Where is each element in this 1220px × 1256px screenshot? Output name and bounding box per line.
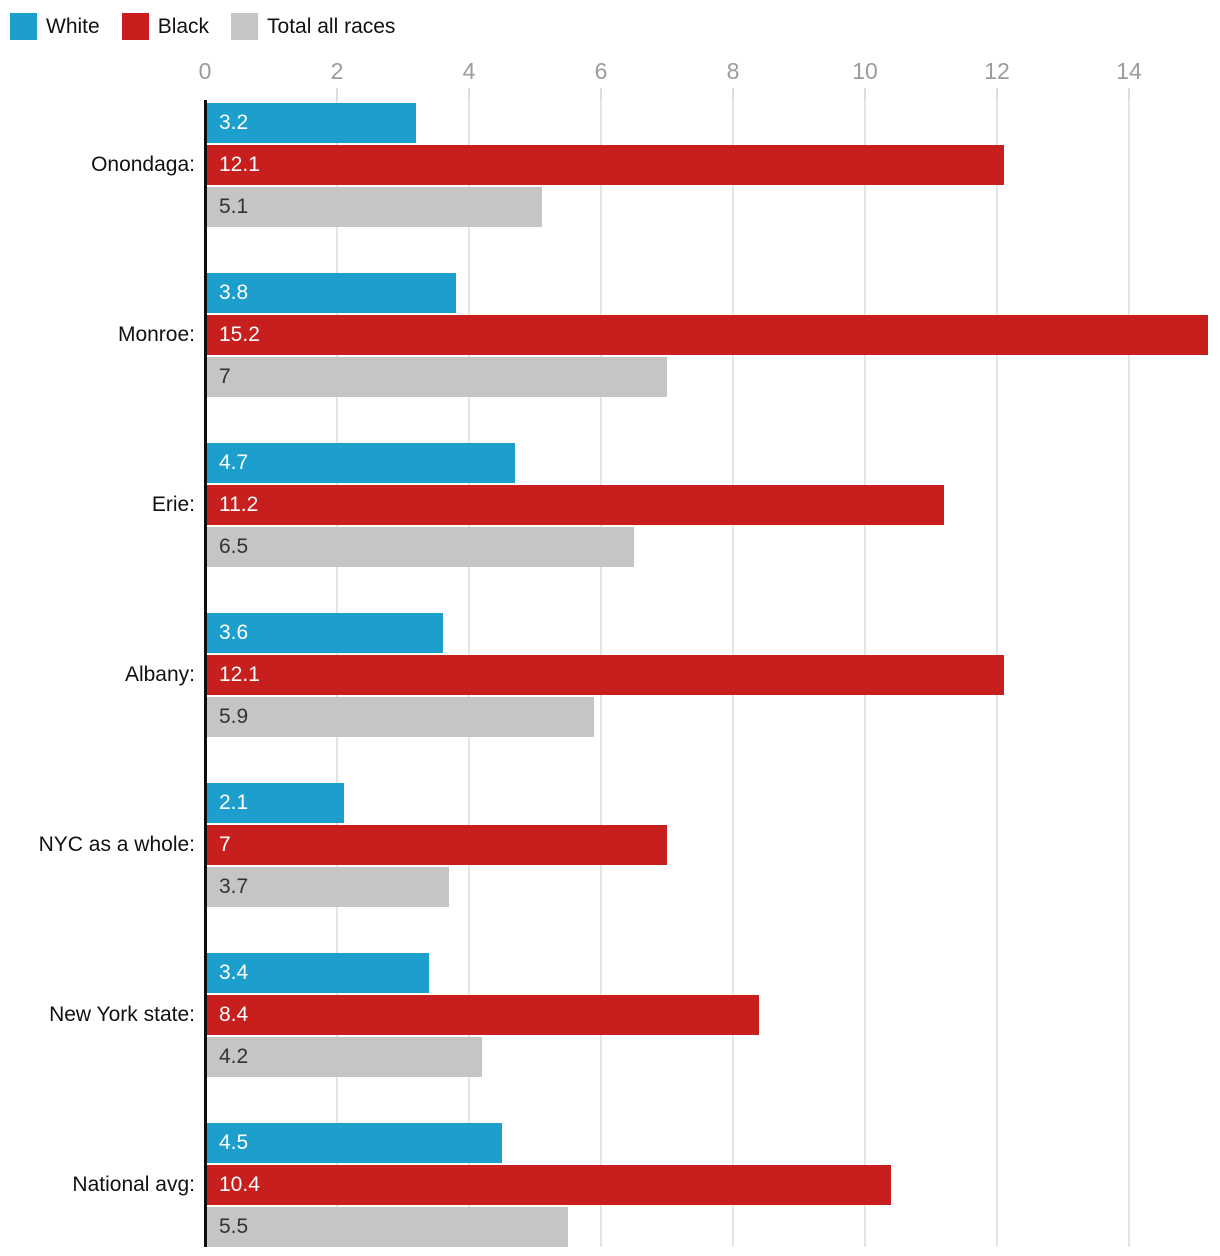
bar-value-label: 3.6 [219,621,249,644]
legend-label-black: Black [157,15,210,38]
category-label: Albany: [124,663,195,686]
white-series-swatch [10,13,37,40]
bar-black [205,145,1004,185]
x-tick-mark [336,88,338,100]
bar-value-label: 12.1 [219,663,260,686]
bar-value-label: 3.8 [219,281,249,304]
bar-value-label: 2.1 [219,791,249,814]
bar-black [205,655,1004,695]
legend-item-total [231,13,395,40]
category-label: NYC as a whole: [38,833,195,856]
bar-total-all-races [205,527,634,567]
bar-value-label: 4.2 [219,1045,249,1068]
bar-white [205,783,344,823]
bar-value-label: 3.4 [219,961,249,984]
x-tick-mark [732,88,734,100]
legend [10,13,395,40]
legend-label-white: White [46,15,100,38]
x-tick-label: 12 [984,58,1010,84]
black-series-swatch [122,13,149,40]
x-tick-label: 0 [198,58,212,84]
bar-value-label: 5.5 [219,1215,249,1238]
bar-total-all-races [205,697,594,737]
category-label: Monroe: [117,323,195,346]
x-tick-label: 14 [1116,58,1142,84]
bar-total-all-races [205,1207,568,1247]
bar-total-all-races [205,867,449,907]
category-label: Erie: [151,493,195,516]
x-tick-label: 6 [594,58,608,84]
legend-item-black [122,13,209,40]
bar-value-label: 5.1 [219,195,249,218]
x-tick-mark [600,88,602,100]
bar-value-label: 4.5 [219,1131,249,1154]
bar-value-label: 7 [219,365,231,388]
total-series-swatch [231,13,258,40]
y-axis-line [204,100,207,1247]
bar-black [205,825,667,865]
bar-value-label: 11.2 [219,493,259,516]
bar-value-label: 12.1 [219,153,260,176]
x-tick-label: 4 [462,58,476,84]
bar-black [205,995,759,1035]
bar-value-label: 5.9 [219,705,249,728]
bar-white [205,613,443,653]
bar-black [205,1165,891,1205]
x-tick-label: 10 [852,58,878,84]
bar-value-label: 3.7 [219,875,249,898]
bar-value-label: 3.2 [219,111,249,134]
bar-value-label: 8.4 [219,1003,249,1026]
bar-white [205,443,515,483]
x-tick-label: 2 [330,58,344,84]
bar-white [205,1123,502,1163]
legend-item-white [10,13,100,40]
bar-value-label: 4.7 [219,451,249,474]
category-label: Onondaga: [91,153,195,176]
bar-black [205,485,944,525]
bar-white [205,103,416,143]
bar-value-label: 6.5 [219,535,249,558]
bar-total-all-races [205,357,667,397]
category-label: New York state: [49,1003,195,1026]
x-tick-mark [864,88,866,100]
bar-value-label: 10.4 [219,1173,260,1196]
bar-white [205,273,456,313]
x-tick-mark [468,88,470,100]
bar-value-label: 7 [219,833,231,856]
bar-white [205,953,429,993]
bar-value-label: 15.2 [219,323,260,346]
bar-total-all-races [205,187,542,227]
x-tick-label: 8 [726,58,740,84]
x-tick-mark [1128,88,1130,100]
x-tick-mark [996,88,998,100]
legend-label-total: Total all races [267,15,396,38]
bar-black [205,315,1208,355]
bar-total-all-races [205,1037,482,1077]
gridline [1128,100,1130,1247]
category-label: National avg: [72,1173,195,1196]
